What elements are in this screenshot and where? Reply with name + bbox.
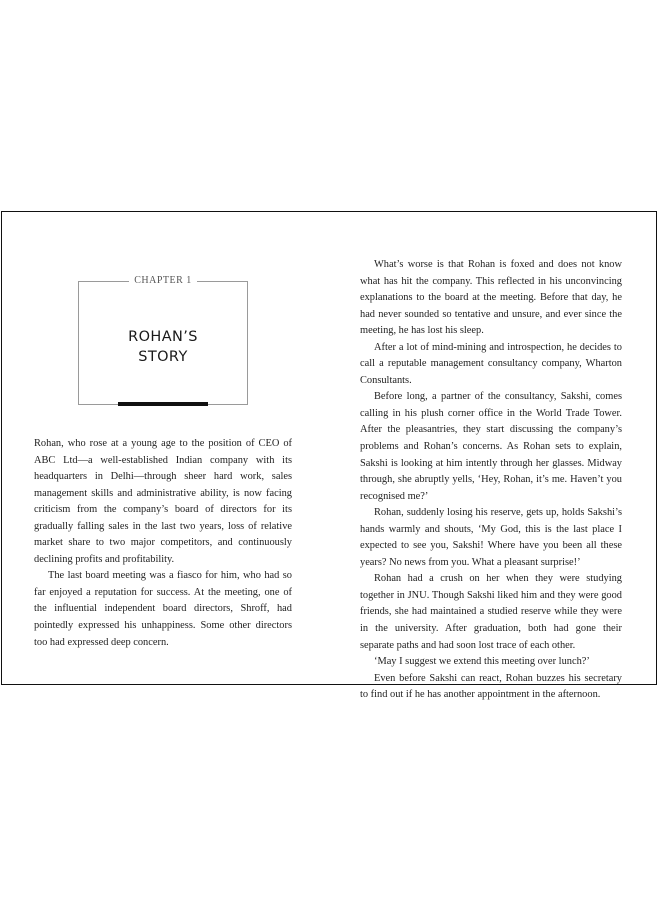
paragraph: Rohan, suddenly losing his reserve, gets up, holds Sakshi’s hands warmly and shouts, ‘My God, this is the last place I expected to see you, Sakshi! Where have you been all these years? No news from you. What a pleasant surprise!’ (360, 507, 622, 568)
chapter-number-label: CHAPTER 1 (134, 275, 192, 286)
paragraph: Rohan had a crush on her when they were studying together in JNU. Though Sakshi liked him and they were good friends, she had maintained a studied reserve while they were in the university. After graduation, both had gone their separate paths and had soon lost trace of each other. (360, 573, 622, 651)
paragraph: Even before Sakshi can react, Rohan buzzes his secretary to find out if he has another appointment in the afternoon. (360, 672, 622, 701)
paragraph: What’s worse is that Rohan is foxed and does not know what has hit the company. This reflected in his unconvincing explanations to the board at the meeting. Before that day, he had never sounded so tentative and unsure, and ever since the meeting, he has lost his sleep. (360, 259, 622, 337)
paragraph: After a lot of mind-mining and introspection, he decides to call a reputable management consultancy company, Wharton Consultants. (360, 341, 622, 386)
book-spread (1, 211, 657, 701)
right-page (330, 212, 658, 701)
chapter-title-line-2: STORY (138, 349, 188, 365)
left-page (2, 212, 330, 684)
chapter-title-rule (118, 402, 208, 406)
paragraph: Rohan, who rose at a young age to the position of CEO of ABC Ltd—a well-established Indian company with its headquarters in Delhi—through sheer hard work, sales management skills and administrative ability, is now facing criticism from the company’s board of directors for its gradually falling sales in the last two years, loss of relative market share to two major competitors, and continuously declining profits and profitability. (34, 438, 292, 565)
chapter-title-line-1: ROHAN’S (128, 329, 198, 345)
paragraph: ‘May I suggest we extend this meeting over lunch?’ (374, 656, 590, 668)
left-page-body (34, 436, 292, 651)
chapter-heading-frame (78, 275, 248, 405)
chapter-title (79, 327, 247, 367)
paragraph: Before long, a partner of the consultancy, Sakshi, comes calling in his plush corner office in the World Trade Tower. After the pleasantries, they start discussing the company’s problems and Rohan’s concerns. As Rohan sets to explain, Sakshi is looking at him intently through her glasses. Midway through, she abruptly yells, ‘Hey, Rohan, it’s me. Haven’t you recognised me?’ (360, 391, 622, 502)
paragraph: The last board meeting was a fiasco for him, who had so far enjoyed a reputation for success. At the meeting, one of the influential independent board directors, Shroff, had pointedly expressed his unhappiness. Some other directors too had expressed deep concern. (34, 570, 292, 648)
right-page-body (360, 257, 622, 704)
